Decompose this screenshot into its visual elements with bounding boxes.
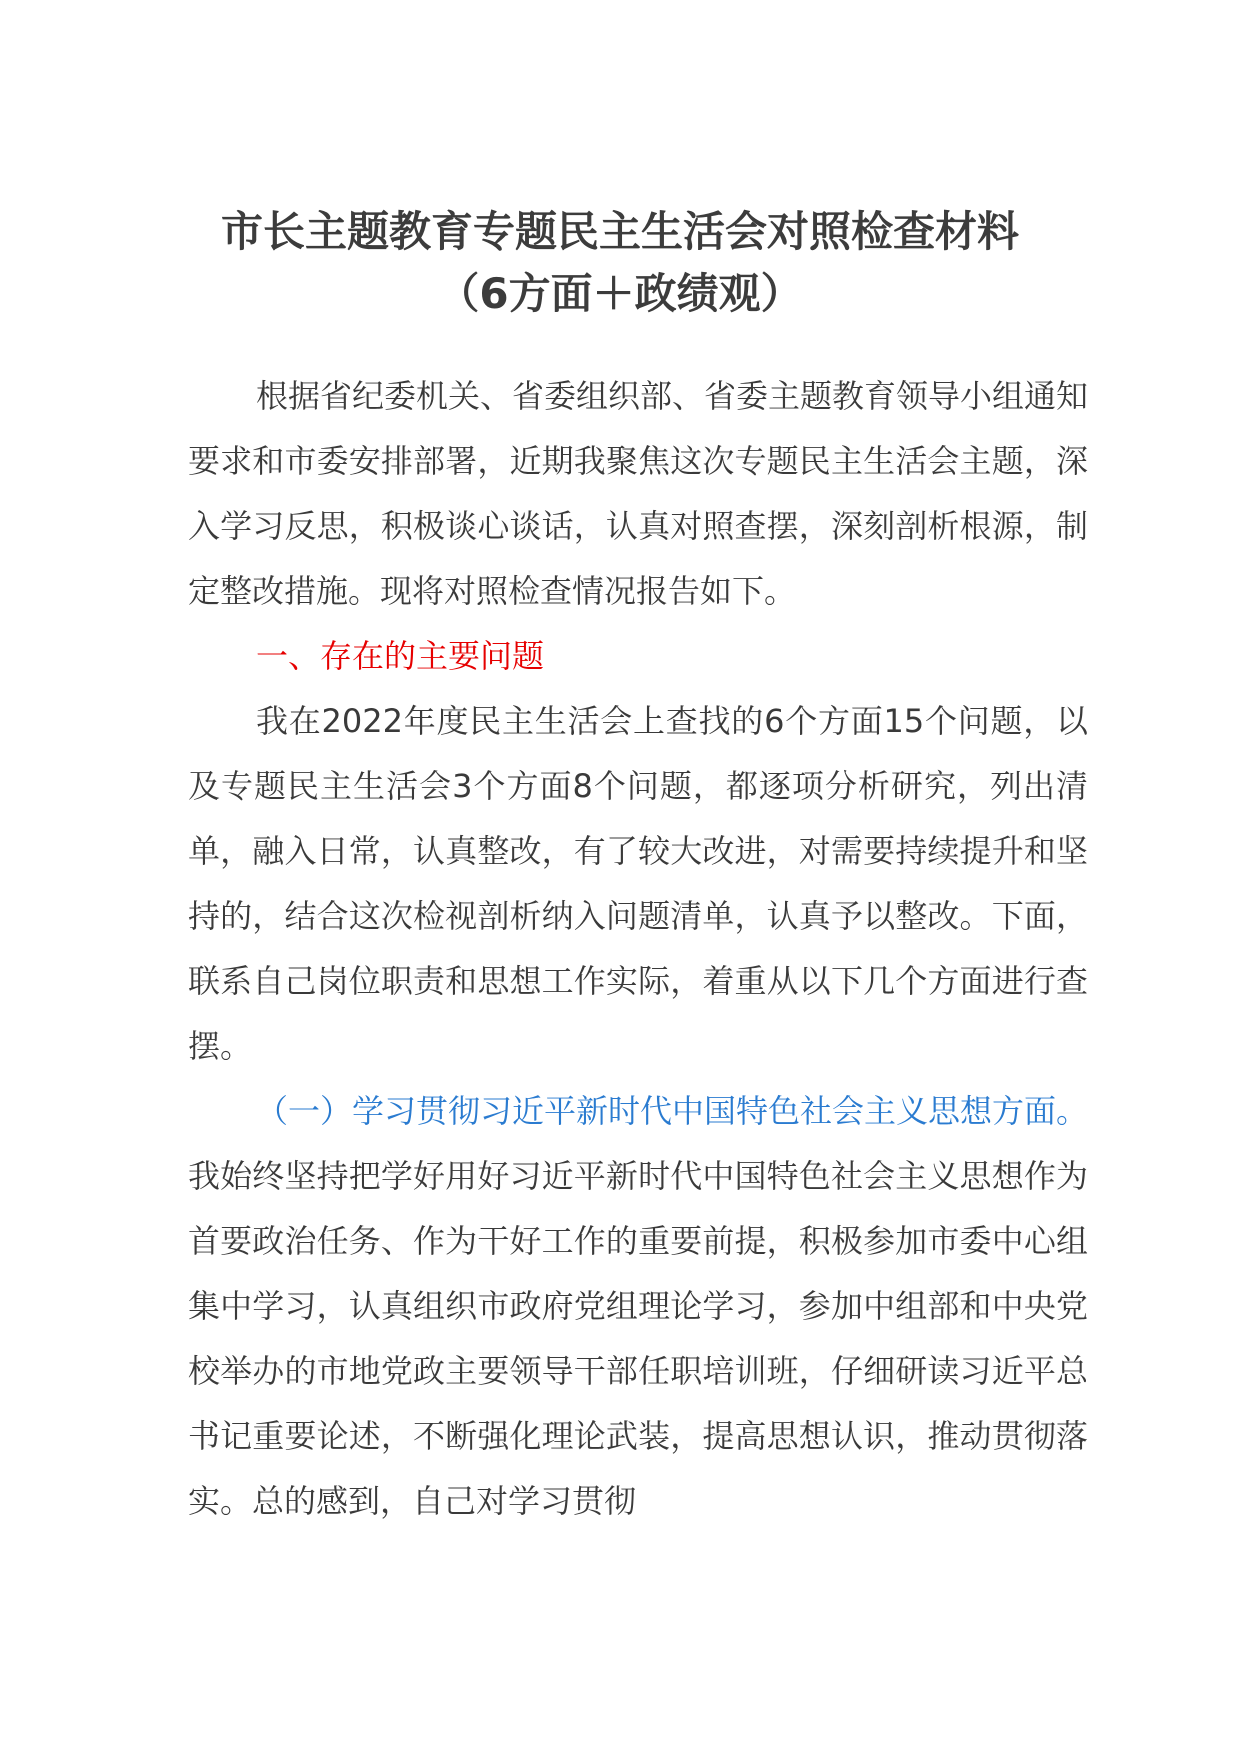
document-title-line2: （6方面＋政绩观） (437, 269, 803, 318)
subsection1-paragraph (188, 1079, 1088, 1534)
section1-paragraph: 我在2022年度民主生活会上查找的6个方面15个问题，以及专题民主生活会3个方面8个问题，都逐项分析研究，列出清单，融入日常，认真整改，有了较大改进，对需要持续提升和坚持的，结合这次检视剖析纳入问题清单，认真予以整改。下面，联系自己岗位职责和思想工作实际，着重从以下几个方面进行查摆。 (188, 702, 1088, 1065)
subsection1-body: 我始终坚持把学好用好习近平新时代中国特色社会主义思想作为首要政治任务、作为干好工作的重要前提，积极参加市委中心组集中学习，认真组织市政府党组理论学习，参加中组部和中央党校举办的市地党政主要领导干部任职培训班，仔细研读习近平总书记重要论述，不断强化理论武装，提高思想认识，推动贯彻落实。总的感到，自己对学习贯彻 (188, 1157, 1088, 1520)
document-body (188, 364, 1088, 1534)
subsection1-heading: （一）学习贯彻习近平新时代中国特色社会主义思想方面。 (256, 1092, 1089, 1130)
intro-paragraph: 根据省纪委机关、省委组织部、省委主题教育领导小组通知要求和市委安排部署，近期我聚焦这次专题民主生活会主题，深入学习反思，积极谈心谈话，认真对照查摆，深刻剖析根源，制定整改措施。现将对照检查情况报告如下。 (188, 377, 1089, 610)
document-title-line1: 市长主题教育专题民主生活会对照检查材料 (220, 207, 1019, 256)
section-heading-problems: 一、存在的主要问题 (256, 637, 545, 675)
